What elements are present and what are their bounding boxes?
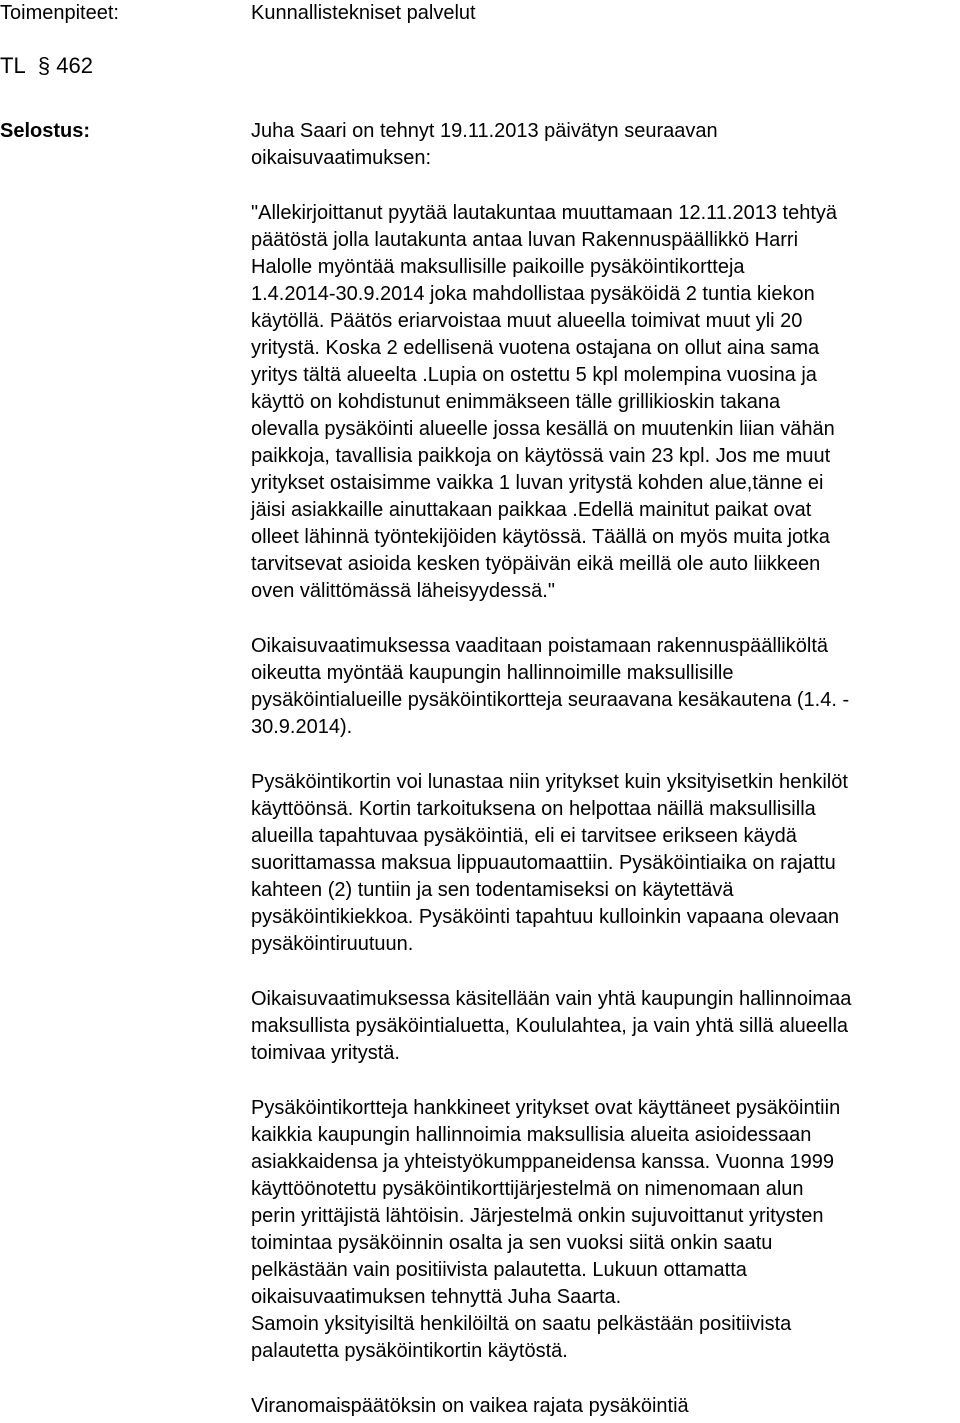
text-line: yritykset ostaisimme vaikka 1 luvan yritystä kohden alue,tänne ei bbox=[251, 472, 824, 494]
text-line: käyttö on kohdistunut enimmäkseen tälle grillikioskin takana bbox=[251, 391, 781, 413]
text-line: jäisi asiakkaille ainuttakaan paikkaa .Edellä mainitut paikat ovat bbox=[251, 499, 812, 521]
text-line: pysäköintiruutuun. bbox=[251, 933, 414, 955]
text-line: käyttöönsä. Kortin tarkoituksena on helpottaa näillä maksullisilla bbox=[251, 798, 816, 820]
toimenpiteet-value: Kunnallistekniset palvelut bbox=[251, 2, 476, 24]
section-sign: § bbox=[37, 53, 51, 78]
text-line: Viranomaispäätöksin on vaikea rajata pysäköintiä bbox=[251, 1395, 689, 1417]
text-line: kahteen (2) tuntiin ja sen todentamiseksi on käytettävä bbox=[251, 879, 734, 901]
text-line: palautetta pysäköintikortin käytöstä. bbox=[251, 1340, 568, 1362]
text-line: maksullista pysäköintialuetta, Koululahtea, ja vain yhtä sillä alueella bbox=[251, 1015, 849, 1037]
text-line: kaikkia kaupungin hallinnoimia maksullisia alueita asioidessaan bbox=[251, 1124, 812, 1146]
text-line: suorittamassa maksua lippuautomaattiin. Pysäköintiaika on rajattu bbox=[251, 852, 836, 874]
text-line: päätöstä jolla lautakunta antaa luvan Rakennuspäällikkö Harri bbox=[251, 229, 799, 251]
selostus-label: Selostus: bbox=[0, 120, 91, 142]
text-line: toimintaa pysäköinnin osalta ja sen vuoksi siitä onkin saatu bbox=[251, 1232, 773, 1254]
text-line: 1.4.2014-30.9.2014 joka mahdollistaa pysäköidä 2 tuntia kiekon bbox=[251, 283, 815, 305]
text-line: oikeutta myöntää kaupungin hallinnoimille maksullisille bbox=[251, 662, 734, 684]
text-line: Samoin yksityisiltä henkilöiltä on saatu pelkästään positiivista bbox=[251, 1313, 792, 1335]
toimenpiteet-label: Toimenpiteet: bbox=[0, 2, 119, 24]
text-line: oikaisuvaatimuksen tehnyttä Juha Saarta. bbox=[251, 1286, 622, 1308]
text-line: tarvitsevat asioida kesken työpäivän eikä meillä ole auto liikkeen bbox=[251, 553, 821, 575]
text-line: alueilla tapahtuvaa pysäköintiä, eli ei tarvitsee erikseen käydä bbox=[251, 825, 797, 847]
text-line: pysäköintikiekkoa. Pysäköinti tapahtuu kulloinkin vapaana olevaan bbox=[251, 906, 840, 928]
text-line: Pysäköintikortteja hankkineet yritykset ovat käyttäneet pysäköintiin bbox=[251, 1097, 841, 1119]
text-line: käytöllä. Päätös eriarvoistaa muut alueella toimivat muut yli 20 bbox=[251, 310, 803, 332]
text-line: oikaisuvaatimuksen: bbox=[251, 147, 432, 169]
text-line: asiakkaidensa ja yhteistyökumppaneidensa kanssa. Vuonna 1999 bbox=[251, 1151, 834, 1173]
text-line: "Allekirjoittanut pyytää lautakuntaa muuttamaan 12.11.2013 tehtyä bbox=[251, 202, 837, 224]
text-line: Pysäköintikortin voi lunastaa niin yritykset kuin yksityisetkin henkilöt bbox=[251, 771, 848, 793]
text-line: yritys tältä alueelta .Lupia on ostettu 5 kpl molempina vuosina ja bbox=[251, 364, 817, 386]
tl-number: 462 bbox=[56, 53, 94, 78]
text-line: Oikaisuvaatimuksessa vaaditaan poistamaan rakennuspäälliköltä bbox=[251, 635, 828, 657]
text-line: 30.9.2014). bbox=[251, 716, 353, 738]
text-line: olleet lähinnä työntekijöiden käytössä. Täällä on myös muita jotka bbox=[251, 526, 830, 548]
section-reference bbox=[0, 52, 93, 79]
text-line: Halolle myöntää maksullisille paikoille pysäköintikortteja bbox=[251, 256, 745, 278]
text-line: paikkoja, tavallisia paikkoja on käytössä vain 23 kpl. Jos me muut bbox=[251, 445, 831, 467]
text-line: pysäköintialueille pysäköintikortteja seuraavana kesäkautena (1.4. - bbox=[251, 689, 850, 711]
text-line: Juha Saari on tehnyt 19.11.2013 päivätyn seuraavan bbox=[251, 120, 718, 142]
text-line: olevalla pysäköinti alueelle jossa kesällä on muutenkin liian vähän bbox=[251, 418, 835, 440]
text-line: oven välittömässä läheisyydessä." bbox=[251, 580, 555, 602]
text-line: käyttöönotettu pysäköintikorttijärjestelmä on nimenomaan alun bbox=[251, 1178, 804, 1200]
text-line: perin yrittäjistä lähtöisin. Järjestelmä onkin sujuvoittanut yritysten bbox=[251, 1205, 824, 1227]
text-line: pelkästään vain positiivista palautetta. Lukuun ottamatta bbox=[251, 1259, 747, 1281]
text-line: yritystä. Koska 2 edellisenä vuotena ostajana on ollut aina sama bbox=[251, 337, 820, 359]
tl-prefix: TL bbox=[0, 53, 26, 78]
text-line: Oikaisuvaatimuksessa käsitellään vain yhtä kaupungin hallinnoimaa bbox=[251, 988, 852, 1010]
text-line: toimivaa yritystä. bbox=[251, 1042, 400, 1064]
